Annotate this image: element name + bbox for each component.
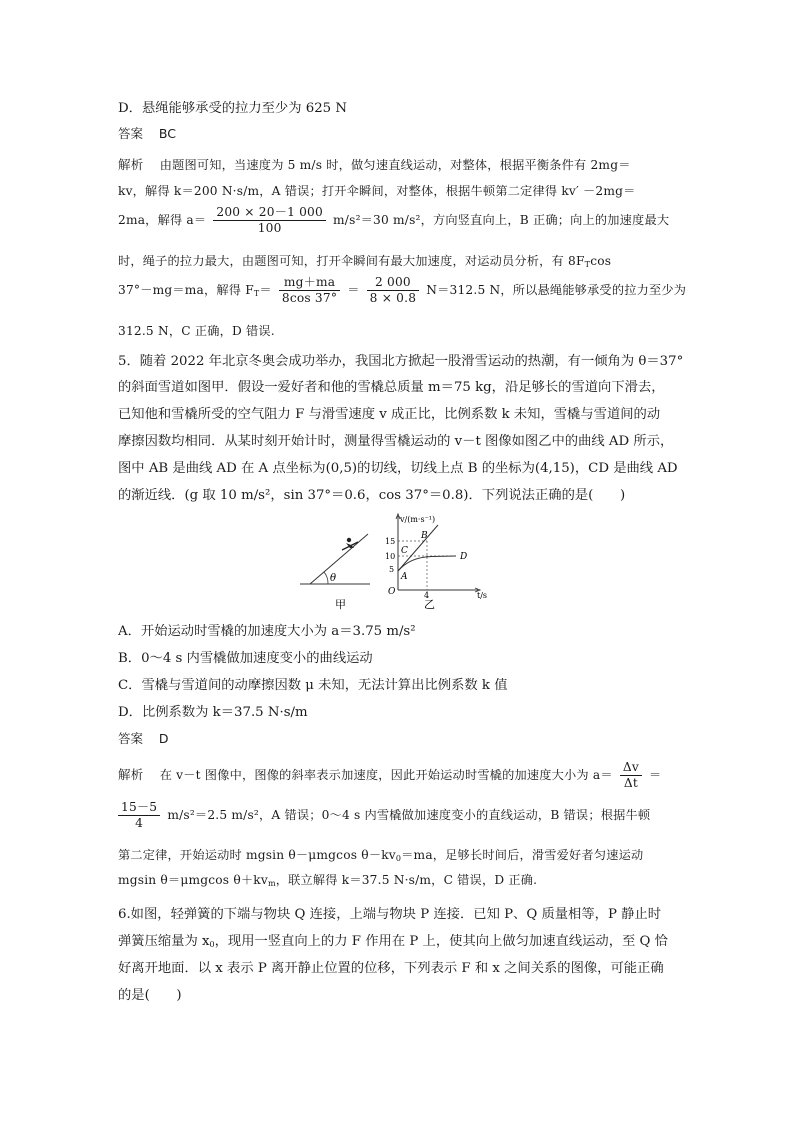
q4-option-d: D．悬绳能够承受的拉力至少为 625 N (118, 101, 347, 116)
point-d: D (460, 552, 468, 562)
angle-label: θ (330, 573, 337, 584)
fraction: $\frac{mg+ma}{8\cos 37^\circ}$ (279, 275, 340, 306)
q4-analysis-line-1: 解析 由题图可知，当速度为 5 m/s 时，做匀速直线运动，对整体，根据平衡条件有 2mg＝ (118, 157, 631, 172)
fraction: $\frac{200 \times 20-1 000}{100}$ (213, 205, 326, 236)
answer-value: BC (158, 126, 177, 141)
answer-label: 答案 (118, 126, 144, 141)
y-axis-label: v/(m·s⁻¹) (400, 515, 436, 524)
q6-stem-line-1: 6.如图，轻弹簧的下端与物块 Q 连接，上端与物块 P 连接．已知 P、Q 质量相等，P 静止时 (118, 907, 662, 922)
q6-stem-line-2: 弹簧压缩量为 $x_0$，现用一竖直向上的力 F 作用在 P 上，使其向上做匀加速直线运动，至 Q 恰 (118, 934, 668, 949)
q6-stem-line-3: 好离开地面．以 x 表示 P 离开静止位置的位移，下列表示 F 和 x 之间关系的图像，可能正确 (118, 961, 664, 976)
point-b: B (421, 531, 428, 541)
origin-label: O (388, 587, 396, 597)
point-a: A (401, 572, 408, 582)
answer-label: 答案 (118, 731, 144, 746)
analysis-label: 解析 (118, 157, 144, 172)
figure-yi (385, 514, 487, 611)
angle-arc (324, 572, 328, 584)
x-axis-label: t/s (477, 591, 488, 600)
q5-figure (300, 512, 500, 612)
q4-analysis-line-6: 312.5 N，C 正确，D 错误. (118, 324, 275, 338)
q4-answer (118, 124, 176, 142)
q5-stem-line-6: 的渐近线．(g 取 10 m/s²，sin 37°＝0.6，cos 37°＝0.8)．下列说法正确的是( ) (118, 488, 626, 503)
slope-incline (310, 534, 368, 584)
figure-jia (300, 534, 370, 611)
q4-analysis-line-5: 37°－mg＝ma，解得 $F_T=$ $\frac{mg+ma}{8\cos 37^\circ}$ ＝ $\frac{2 000}{8 \times 0.8}$ N＝312.5 N，所以悬绳能够承受的拉力至少为 (118, 275, 687, 305)
q5-analysis-line-1: 解析 在 v－t 图像中，图像的斜率表示加速度，因此开始运动时雪橇的加速度大小为 a＝ $\frac{\Delta v}{\Delta t}$ ＝ (118, 760, 662, 790)
q5-stem-line-4: 摩擦因数均相同．从某时刻开始计时，测量得雪橇运动的 v－t 图像如图乙中的曲线 AD 所示， (118, 434, 674, 449)
fraction: $\frac{2 000}{8 \times 0.8}$ (367, 275, 420, 306)
q4-analysis-line-2: kv，解得 k＝200 N·s/m，A 错误；打开伞瞬间，对整体，根据牛顿第二定律得 kv′ －2mg＝ (118, 184, 636, 198)
q5-stem-line-2: 的斜面雪道如图甲．假设一爱好者和他的雪橇总质量 m＝75 kg，沿足够长的雪道向下滑去， (118, 380, 665, 395)
fraction: $\frac{\Delta v}{\Delta t}$ (620, 760, 642, 791)
q4-analysis-line-3: 2ma，解得 a＝ $\frac{200 \times 20-1 000}{100}$ m/s²＝30 m/s²，方向竖直向上，B 正确；向上的加速度最大 (118, 205, 670, 235)
y-tick-5: 5 (389, 565, 395, 574)
caption-yi: 乙 (424, 598, 435, 611)
answer-value: D (158, 731, 169, 746)
q5-stem-line-3: 已知他和雪橇所受的空气阻力 F 与滑雪速度 v 成正比，比例系数 k 未知，雪橇与雪道间的动 (118, 407, 661, 422)
x-tick-4: 4 (424, 591, 430, 600)
skier-icon (342, 538, 358, 550)
q5-analysis-line-2: $\frac{15-5}{4}$ m/s²＝2.5 m/s²，A 错误；0～4 s 内雪橇做加速度变小的直线运动，B 错误；根据牛顿 (118, 800, 650, 831)
q4-analysis-line-4: 时，绳子的拉力最大，由题图可知，打开伞瞬间有最大加速度，对运动员分析，有 $8F_T\cos$ (118, 254, 612, 269)
q5-option-c: C．雪橇与雪道间的动摩擦因数 μ 未知，无法计算出比例系数 k 值 (118, 678, 508, 693)
fraction: $\frac{15-5}{4}$ (118, 800, 160, 831)
q5-option-d: D．比例系数为 k＝37.5 N·s/m (118, 705, 308, 720)
y-tick-15: 15 (385, 537, 396, 546)
analysis-label: 解析 (118, 767, 144, 782)
point-c: C (401, 546, 408, 556)
q5-analysis-line-4: mgsin θ＝μmgcos $\theta+kv_m$，联立解得 k＝37.5 N·s/m，C 错误，D 正确. (118, 873, 538, 888)
y-tick-10: 10 (385, 552, 396, 561)
q5-answer (118, 729, 169, 747)
q5-option-a: A．开始运动时雪橇的加速度大小为 a＝3.75 m/s² (118, 624, 416, 639)
q5-stem-line-1: 5．随着 2022 年北京冬奥会成功举办，我国北方掀起一股滑雪运动的热潮，有一倾角为 θ＝37° (118, 354, 684, 369)
q6-stem-line-4: 的是( ) (118, 988, 182, 1003)
caption-jia: 甲 (335, 598, 346, 611)
q5-analysis-line-3: 第二定律，开始运动时 mgsin θ－μmgcos $\theta-kv_0=ma$，足够长时间后，滑雪爱好者匀速运动 (118, 848, 644, 863)
q5-stem-line-5: 图中 AB 是曲线 AD 在 A 点坐标为(0,5)的切线，切线上点 B 的坐标为(4,15)，CD 是曲线 AD (118, 461, 678, 476)
q5-option-b: B．0～4 s 内雪橇做加速度变小的曲线运动 (118, 651, 373, 666)
